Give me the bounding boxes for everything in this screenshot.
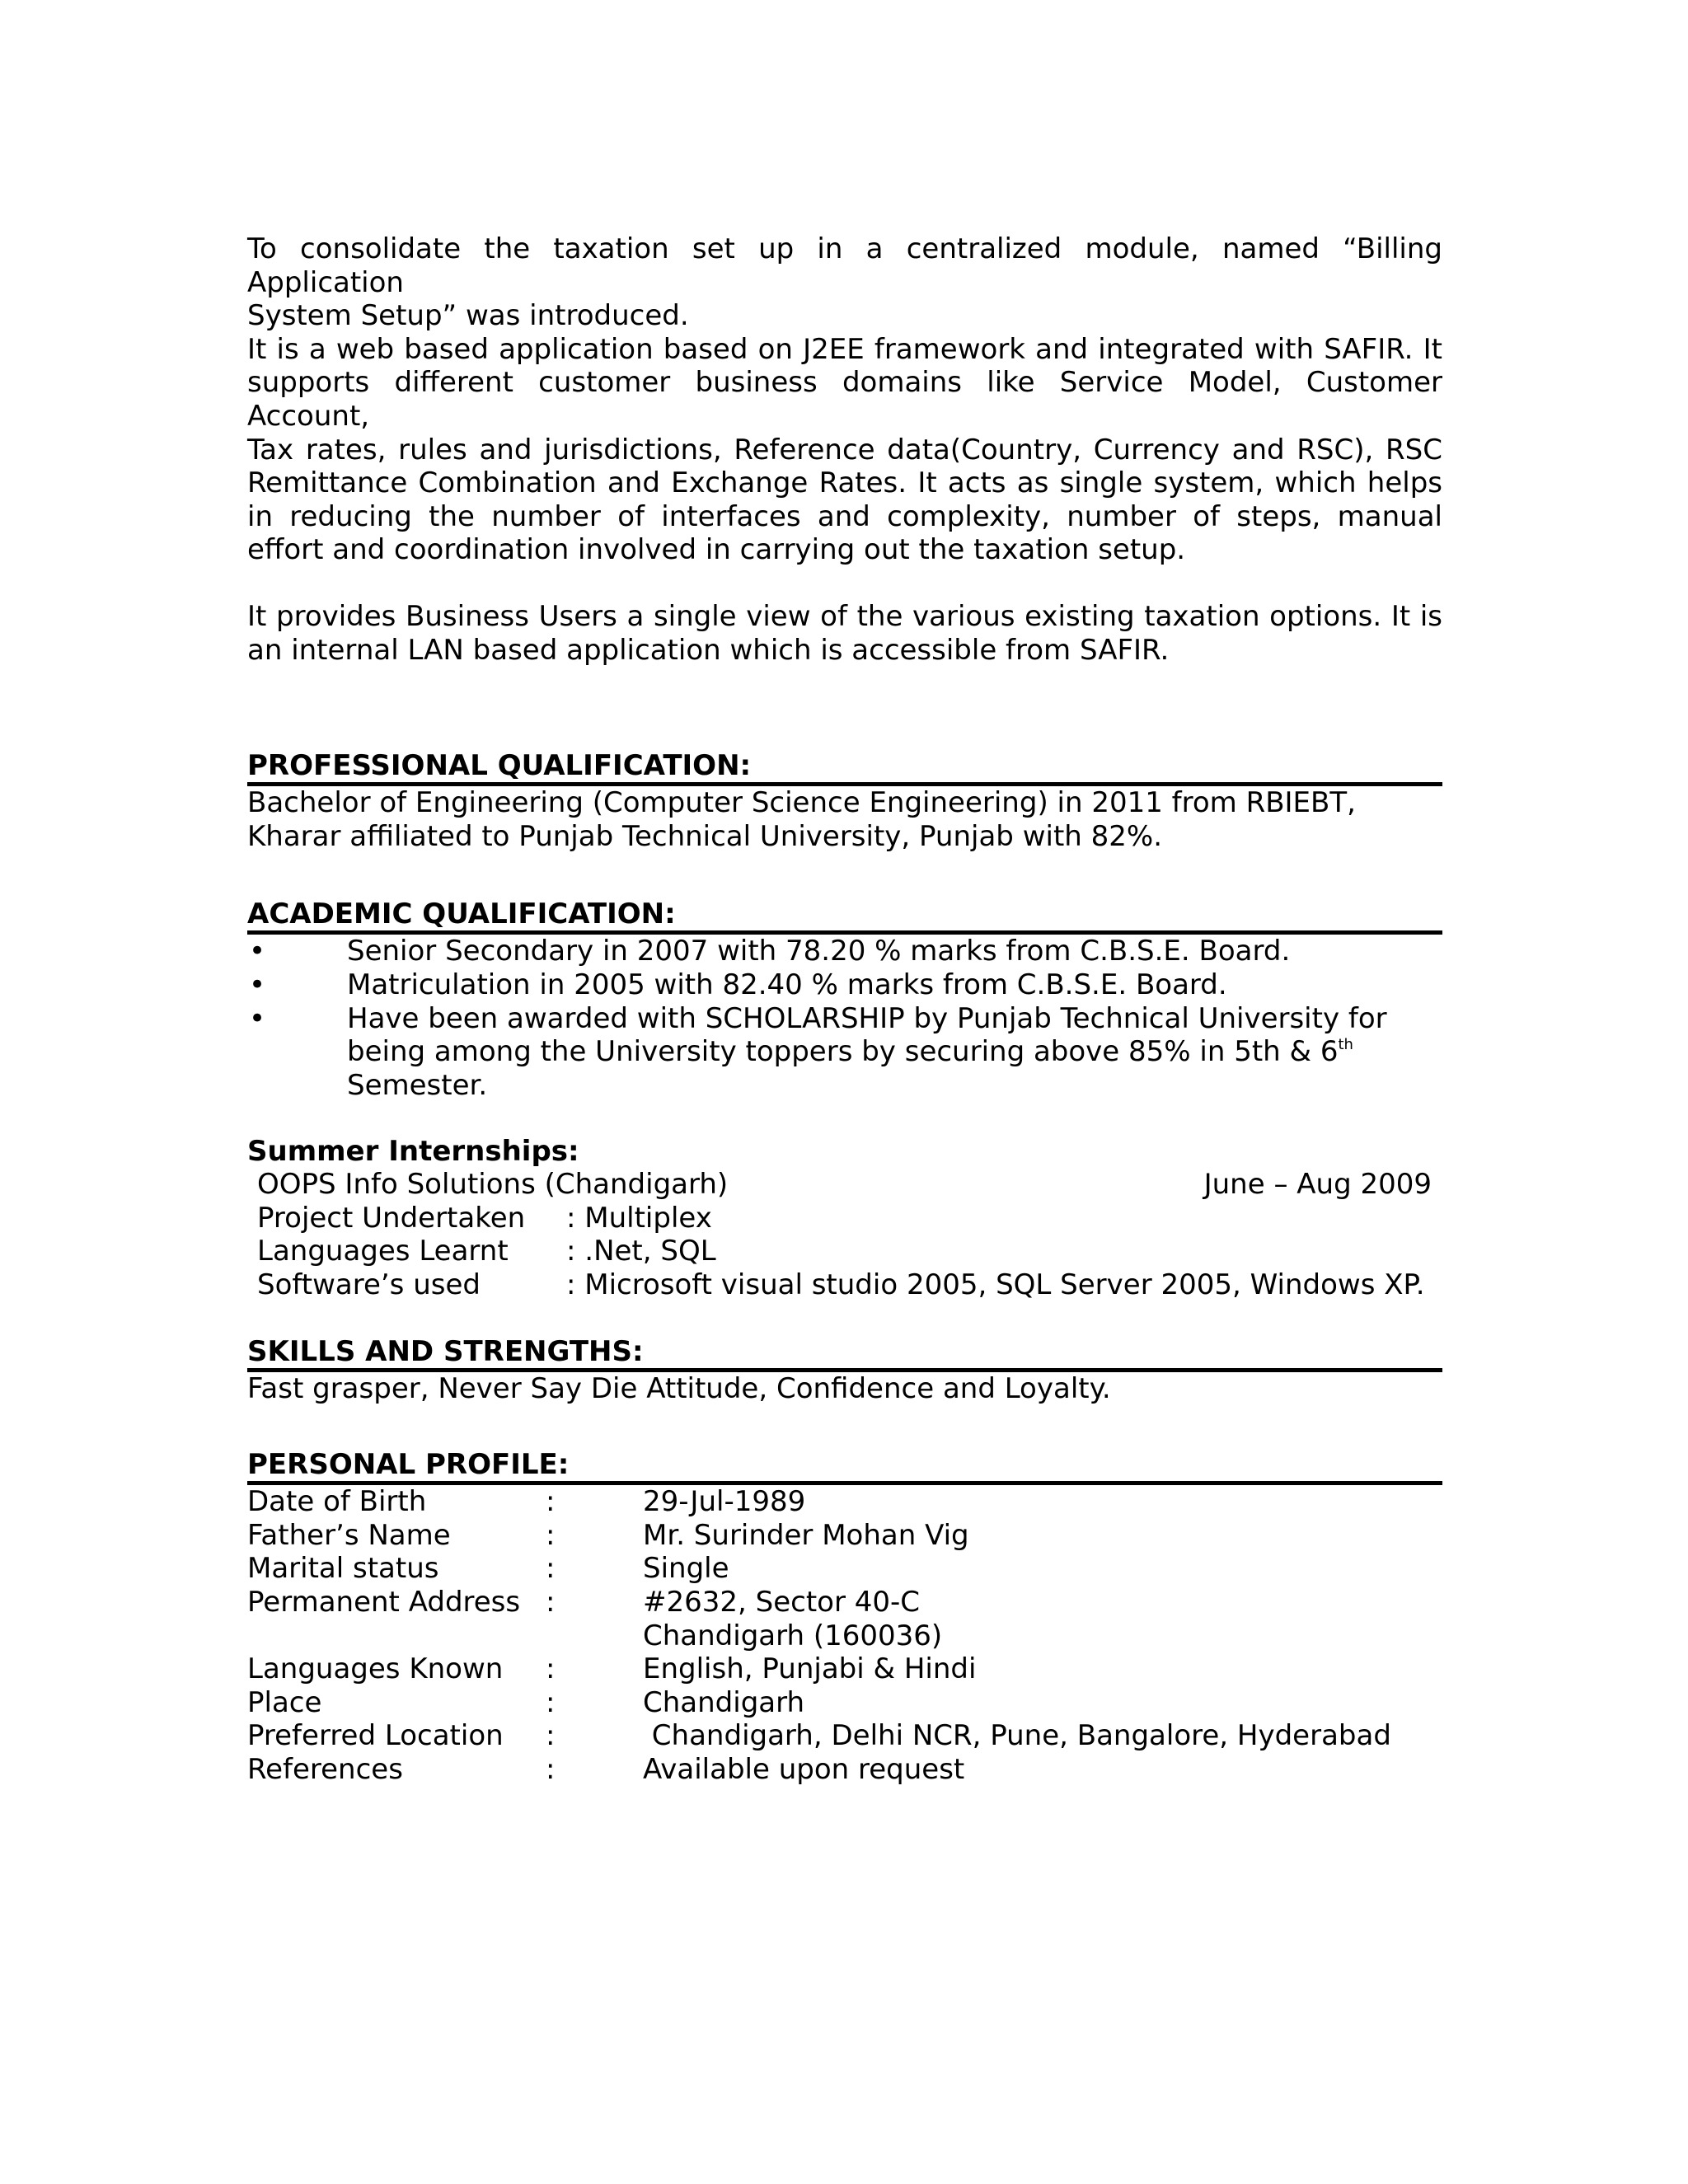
profile-separator: : xyxy=(546,1518,556,1552)
profile-key: Preferred Location xyxy=(247,1719,504,1753)
internship-row xyxy=(257,1268,1442,1302)
profile-key: Place xyxy=(247,1685,322,1719)
profile-value: Chandigarh, Delhi NCR, Pune, Bangalore, Hyderabad xyxy=(643,1719,1391,1753)
internship-value: : Microsoft visual studio 2005, SQL Server 2005, Windows XP. xyxy=(566,1268,1425,1302)
section-heading-skills: SKILLS AND STRENGTHS: xyxy=(247,1335,1442,1372)
text-line: To consolidate the taxation set up in a centralized module, named “Billing Application xyxy=(247,232,1442,299)
internship-period: June – Aug 2009 xyxy=(1203,1168,1432,1202)
skills-text: Fast grasper, Never Say Die Attitude, Confidence and Loyalty. xyxy=(247,1371,1111,1405)
internship-block xyxy=(247,1168,1442,1301)
text-line: It provides Business Users a single view of the various existing taxation options. It is xyxy=(247,599,1442,633)
intro-paragraph-3 xyxy=(247,600,1442,667)
table-row xyxy=(247,1619,1442,1653)
profile-value: Chandigarh (160036) xyxy=(643,1619,943,1652)
internship-label: Software’s used xyxy=(257,1268,481,1302)
profile-key: Marital status xyxy=(247,1552,439,1586)
text-line: It is a web based application based on J2EE framework and integrated with SAFIR. It xyxy=(247,332,1442,366)
intro-paragraph-2 xyxy=(247,333,1442,567)
section-heading-personal: PERSONAL PROFILE: xyxy=(247,1448,1442,1485)
intro-paragraph-1 xyxy=(247,232,1442,333)
profile-value: Mr. Surinder Mohan Vig xyxy=(643,1518,969,1552)
text-line: Tax rates, rules and jurisdictions, Reference data(Country, Currency and RSC), RSC xyxy=(247,433,1442,466)
text-line: in reducing the number of interfaces and complexity, number of steps, manual xyxy=(247,499,1442,533)
table-row xyxy=(247,1586,1442,1619)
text-line: effort and coordination involved in carrying out the taxation setup. xyxy=(247,533,1186,567)
bullet-icon: • xyxy=(249,968,266,1001)
list-item-text: being among the University toppers by securing above 85% in 5th & 6 xyxy=(347,1035,1339,1069)
internship-row xyxy=(257,1235,1442,1268)
table-row xyxy=(247,1552,1442,1586)
bullet-icon: • xyxy=(249,935,266,968)
profile-separator: : xyxy=(546,1652,556,1686)
list-item xyxy=(247,968,1442,1002)
section-heading-internships: Summer Internships: xyxy=(247,1135,579,1169)
internship-value: : Multiplex xyxy=(566,1201,712,1235)
section-heading-academic: ACADEMIC QUALIFICATION: xyxy=(247,898,1442,935)
table-row xyxy=(247,1686,1442,1720)
profile-separator: : xyxy=(546,1753,556,1786)
profile-separator: : xyxy=(546,1719,556,1753)
text-line: Kharar affiliated to Punjab Technical University, Punjab with 82%. xyxy=(247,819,1163,853)
profile-key: Date of Birth xyxy=(247,1485,427,1519)
table-row xyxy=(247,1652,1442,1686)
profile-value: Single xyxy=(643,1552,729,1586)
superscript: th xyxy=(1338,1036,1353,1054)
profile-value: #2632, Sector 40-C xyxy=(643,1586,921,1619)
list-item xyxy=(247,935,1442,968)
text-line: System Setup” was introduced. xyxy=(247,299,689,333)
text-line: supports different customer business domains like Service Model, Customer Account, xyxy=(247,366,1442,433)
profile-separator: : xyxy=(546,1485,556,1519)
personal-profile-table xyxy=(247,1485,1442,1786)
table-row xyxy=(247,1753,1442,1787)
list-item-text: Senior Secondary in 2007 with 78.20 % marks from C.B.S.E. Board. xyxy=(347,935,1291,968)
internship-header xyxy=(257,1168,1442,1202)
table-row xyxy=(247,1719,1442,1753)
list-item-text: Have been awarded with SCHOLARSHIP by Punjab Technical University for xyxy=(347,1001,1387,1035)
text-line: an internal LAN based application which is accessible from SAFIR. xyxy=(247,633,1170,667)
profile-separator: : xyxy=(546,1552,556,1586)
table-row xyxy=(247,1485,1442,1519)
text-line: Bachelor of Engineering (Computer Science Engineering) in 2011 from RBIEBT, xyxy=(247,786,1356,820)
internship-row xyxy=(257,1202,1442,1235)
internship-company: OOPS Info Solutions (Chandigarh) xyxy=(257,1168,729,1202)
section-heading-professional: PROFESSIONAL QUALIFICATION: xyxy=(247,749,1442,786)
profile-key: References xyxy=(247,1753,403,1786)
internship-label: Languages Learnt xyxy=(257,1235,509,1268)
profile-key: Languages Known xyxy=(247,1652,504,1686)
profile-key xyxy=(247,1619,546,1653)
bullet-icon: • xyxy=(249,1001,266,1035)
internship-value: : .Net, SQL xyxy=(566,1235,716,1268)
profile-value: English, Punjabi & Hindi xyxy=(643,1652,977,1686)
profile-separator-empty xyxy=(546,1619,643,1653)
table-row xyxy=(247,1519,1442,1553)
list-item xyxy=(247,1002,1442,1103)
list-item-text: Semester. xyxy=(347,1068,488,1102)
profile-separator: : xyxy=(546,1685,556,1719)
profile-value: Chandigarh xyxy=(643,1685,805,1719)
profile-value: Available upon request xyxy=(643,1753,965,1786)
professional-text xyxy=(247,786,1442,853)
profile-key: Permanent Address xyxy=(247,1586,521,1619)
list-item-text: Matriculation in 2005 with 82.40 % marks from C.B.S.E. Board. xyxy=(347,968,1227,1001)
text-line: Remittance Combination and Exchange Rates. It acts as single system, which helps xyxy=(247,466,1442,500)
academic-list xyxy=(247,935,1442,1102)
profile-value: 29-Jul-1989 xyxy=(643,1485,806,1519)
resume-page xyxy=(247,232,1442,1787)
internship-label: Project Undertaken xyxy=(257,1201,526,1235)
profile-separator: : xyxy=(546,1586,556,1619)
profile-key: Father’s Name xyxy=(247,1518,451,1552)
